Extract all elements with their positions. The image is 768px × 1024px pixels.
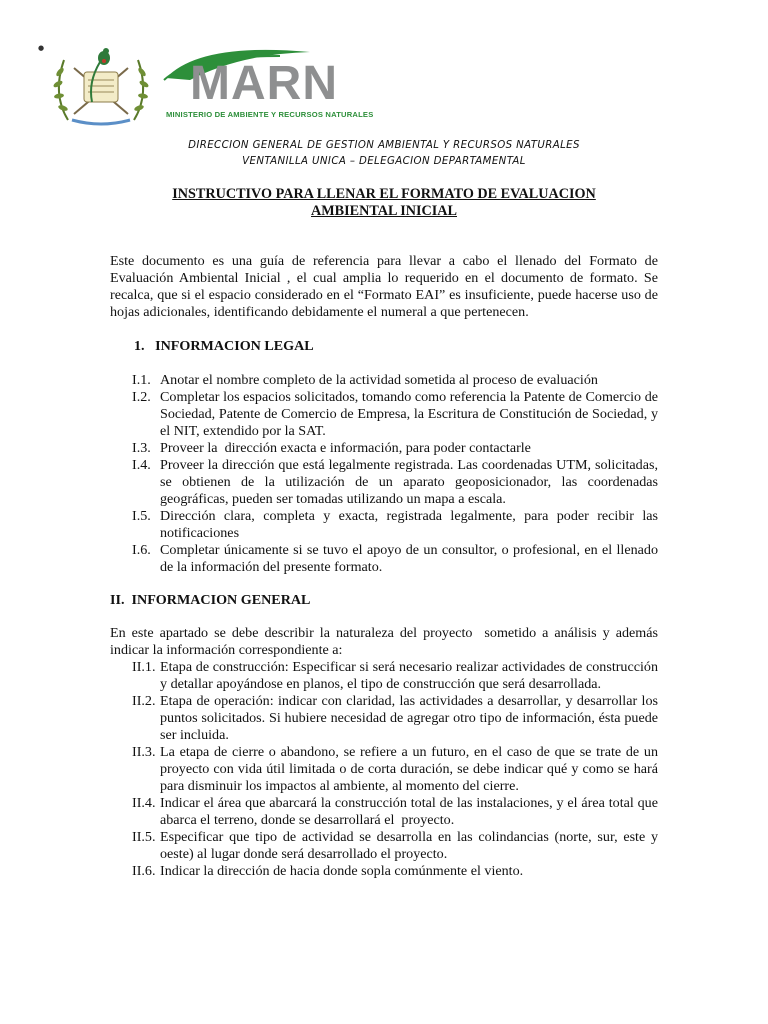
item-text: Indicar la dirección de hacia donde sopla comúnmente el viento.	[160, 863, 524, 879]
item-number: II.4.	[132, 795, 156, 811]
item-text: Especificar que tipo de actividad se desarrolla en las colindancias (norte, sur, este y oeste) al lugar donde será desarrollado el proyecto.	[160, 829, 658, 862]
list-item	[132, 389, 658, 440]
marn-logo	[160, 48, 390, 124]
intro-paragraph: Este documento es una guía de referencia para llevar a cabo el llenado del Formato de Evaluación Ambiental Inicial , el cual amplia lo requerido en el documento de formato. Se recalca, que si el espacio considerado en el “Formato EAI” es insuficiente, puede hacerse uso de hojas adicionales, identificando debidamente el numeral a que pertenecen.	[110, 253, 658, 320]
section-heading-legal: 1. INFORMACION LEGAL	[134, 338, 314, 354]
item-text: Dirección clara, completa y exacta, registrada legalmente, para poder recibir las notificaciones	[160, 508, 658, 541]
item-number: II.5.	[132, 829, 156, 845]
document-body	[110, 253, 658, 880]
item-text: La etapa de cierre o abandono, se refiere a un futuro, en el caso de que se trate de un proyecto con vida útil limitada o de corta duración, se debe indicar qué y como se hará para disminuir los impactos al ambiente, al momento del cierre.	[160, 744, 658, 794]
list-item	[132, 457, 658, 508]
list-item	[132, 863, 658, 880]
item-number: I.4.	[132, 457, 151, 473]
item-number: I.2.	[132, 389, 151, 405]
item-number: I.6.	[132, 542, 151, 558]
item-text: Proveer la dirección exacta e información, para poder contactarle	[160, 440, 531, 456]
item-text: Completar los espacios solicitados, tomando como referencia la Patente de Comercio de Sociedad, Patente de Comercio de Empresa, la Escritura de Constitución de Sociedad, y el NIT, extendido por la SAT.	[160, 389, 658, 439]
document-title	[110, 186, 658, 220]
item-text: Etapa de operación: indicar con claridad, las actividades a desarrollar, y desarrollar los puntos solicitados. Si hubiere necesidad de agregar otro tipo de información, ésta puede ser incluida.	[160, 693, 658, 743]
bullet-mark: ●	[38, 44, 45, 52]
item-text: Indicar el área que abarcará la construcción total de las instalaciones, y el área total que abarca el terreno, donde se desarrollará el proyecto.	[160, 795, 658, 828]
title-line-1: INSTRUCTIVO PARA LLENAR EL FORMATO DE EVALUACION	[172, 186, 596, 202]
list-item	[132, 795, 658, 829]
list-item	[132, 542, 658, 576]
item-text: Etapa de construcción: Especificar si será necesario realizar actividades de construcción y detallar apoyándose en planos, el tipo de construcción que será desarrollada.	[160, 659, 658, 692]
logo-subtitle: MINISTERIO DE AMBIENTE Y RECURSOS NATURALES	[166, 110, 374, 119]
title-line-2: AMBIENTAL INICIAL	[311, 203, 457, 219]
general-intro-paragraph: En este apartado se debe describir la naturaleza del proyecto sometido a análisis y además indicar la información correspondiente a:	[110, 625, 658, 658]
item-number: I.3.	[132, 440, 151, 456]
section-heading-general: II. INFORMACION GENERAL	[110, 592, 311, 608]
list-item	[132, 829, 658, 863]
item-number: II.3.	[132, 744, 156, 760]
list-item	[132, 744, 658, 795]
agency-line-2: VENTANILLA UNICA – DELEGACION DEPARTAMENTAL	[242, 156, 526, 167]
coat-of-arms-icon	[48, 42, 154, 126]
page-header	[0, 0, 768, 130]
item-number: I.5.	[132, 508, 151, 524]
list-item	[132, 693, 658, 744]
item-text: Completar únicamente si se tuvo el apoyo de un consultor, o profesional, en el llenado de la información del presente formato.	[160, 542, 658, 575]
legal-items-list	[110, 372, 658, 576]
list-item	[132, 440, 658, 457]
general-items-list	[110, 659, 658, 880]
item-number: II.2.	[132, 693, 156, 709]
item-number: II.1.	[132, 659, 156, 675]
list-item	[132, 508, 658, 542]
item-number: II.6.	[132, 863, 156, 879]
agency-line-1: DIRECCION GENERAL DE GESTION AMBIENTAL Y RECURSOS NATURALES	[188, 140, 580, 151]
list-item	[132, 659, 658, 693]
logo-wordmark: MARN	[190, 57, 338, 110]
item-text: Anotar el nombre completo de la actividad sometida al proceso de evaluación	[160, 372, 598, 388]
item-text: Proveer la dirección que está legalmente registrada. Las coordenadas UTM, solicitadas, se obtienen de la utilización de un aparato geoposicionador, las coordenadas geográficas, pueden ser tomadas utilizando un mapa a escala.	[160, 457, 658, 507]
list-item	[132, 372, 658, 389]
item-number: I.1.	[132, 372, 151, 388]
